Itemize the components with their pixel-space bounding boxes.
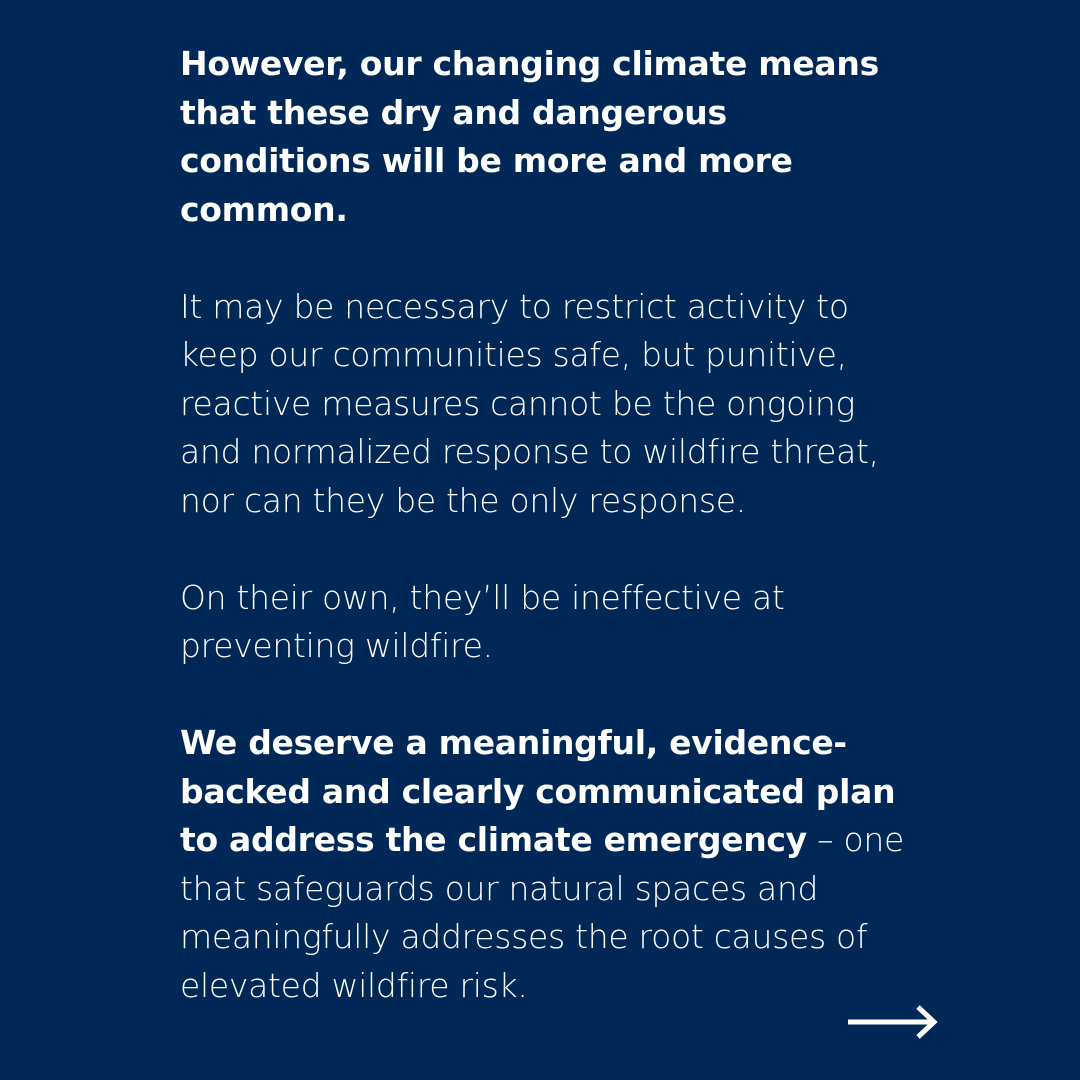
- text-block: [180, 40, 920, 1010]
- paragraph-intro: However, our changing climate means that these dry and dangerous conditions will be more and more common.: [180, 44, 879, 229]
- plan-emphasis: We deserve a meaningful, evidence-backed and clearly communicated plan to address the climate emergency: [180, 723, 896, 859]
- arrow-right-icon: [846, 1002, 940, 1042]
- plan-continuation: – one that safeguards our natural spaces and meaningfully addresses the root causes of elevated wildfire risk.: [180, 820, 904, 1005]
- paragraph-ineffective: On their own, they’ll be ineffective at preventing wildfire.: [180, 577, 785, 665]
- next-slide-button[interactable]: [846, 1002, 940, 1042]
- paragraph-restrictions: It may be necessary to restrict activity to keep our communities safe, but punitive, reactive measures cannot be the ongoing and normalized response to wildfire threat, nor can they be the only response.: [180, 286, 879, 520]
- paragraph-plan: [180, 719, 920, 1010]
